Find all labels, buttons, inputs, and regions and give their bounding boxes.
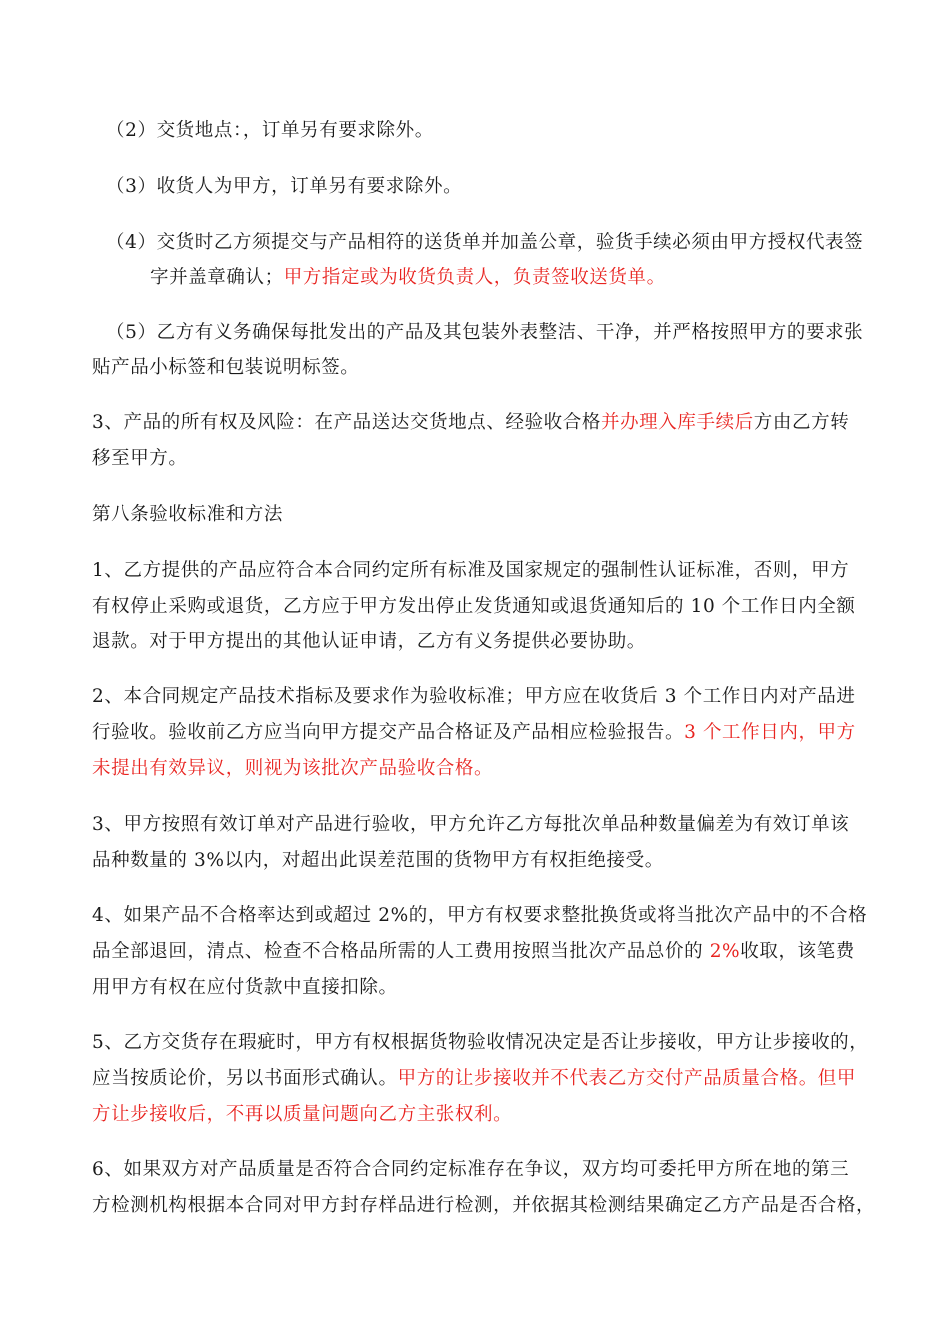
clause-3-line-2: 品种数量的 3%以内，对超出此误差范围的货物甲方有权拒绝接受。: [92, 850, 664, 871]
clause-1-line-3: 退款。对于甲方提出的其他认证申请，乙方有义务提供必要协助。: [92, 631, 646, 652]
clause-2-line-3: 未提出有效异议，则视为该批次产品验收合格。: [92, 758, 494, 779]
clause-3-line-1: 3、甲方按照有效订单对产品进行验收，甲方允许乙方每批次单品种数量偏差为有效订单该: [92, 814, 850, 835]
clause-4-line-1: 4、如果产品不合格率达到或超过 2%的，甲方有权要求整批换货或将当批次产品中的不合格: [92, 905, 868, 926]
clause-1-line-1: 1、乙方提供的产品应符合本合同约定所有标准及国家规定的强制性认证标准，否则，甲方: [92, 560, 850, 581]
item-4-line-2: [150, 265, 666, 291]
item-4-red-text: 甲方指定或为收货负责人，负责签收送货单。: [283, 267, 666, 288]
clause-5-line-2: [92, 1066, 856, 1092]
ownership-line-1: [92, 410, 849, 436]
clause-2-line-1: 2、本合同规定产品技术指标及要求作为验收标准；甲方应在收货后 3 个工作日内对产品进: [92, 686, 856, 707]
clause-5-text: 应当按质论价，另以书面形式确认。: [92, 1068, 398, 1089]
clause-4-red-text: 2%: [709, 941, 741, 962]
clause-5-line-1: 5、乙方交货存在瑕疵时，甲方有权根据货物验收情况决定是否让步接收，甲方让步接收的，: [92, 1032, 869, 1053]
item-4-line-1: （4）交货时乙方须提交与产品相符的送货单并加盖公章，验货手续必须由甲方授权代表签: [106, 232, 864, 253]
clause-4-line-2: [92, 939, 855, 965]
item-4-text: 字并盖章确认；: [150, 267, 284, 288]
clause-2-red-text: 3 个工作日内，甲方: [684, 722, 856, 743]
section-heading: 第八条验收标准和方法: [92, 504, 284, 525]
clause-4-text: 品全部退回，清点、检查不合格品所需的人工费用按照当批次产品总价的: [92, 941, 710, 962]
item-3-line: （3）收货人为甲方，订单另有要求除外。: [106, 176, 463, 197]
item-5-line-2: 贴产品小标签和包装说明标签。: [92, 357, 360, 378]
ownership-line-2: 移至甲方。: [92, 448, 188, 469]
clause-1-line-2: 有权停止采购或退货，乙方应于甲方发出停止发货通知或退货通知后的 10 个工作日内全额: [92, 596, 856, 617]
clause-5-line-3: 方让步接收后，不再以质量问题向乙方主张权利。: [92, 1104, 513, 1125]
clause-4-text-end: 收取，该笔费: [740, 941, 855, 962]
ownership-text-end: 方由乙方转: [753, 412, 850, 433]
clause-6-line-2: 方检测机构根据本合同对甲方封存样品进行检测，并依据其检测结果确定乙方产品是否合格，: [92, 1195, 876, 1216]
ownership-red-text: 并办理入库手续后: [600, 412, 754, 433]
ownership-text: 3、产品的所有权及风险：在产品送达交货地点、经验收合格: [92, 412, 601, 433]
item-2-line: （2）交货地点：，订单另有要求除外。: [106, 120, 434, 141]
clause-6-line-1: 6、如果双方对产品质量是否符合合同约定标准存在争议，双方均可委托甲方所在地的第三: [92, 1159, 850, 1180]
clause-2-text: 行验收。验收前乙方应当向甲方提交产品合格证及产品相应检验报告。: [92, 722, 685, 743]
clause-4-line-3: 用甲方有权在应付货款中直接扣除。: [92, 977, 398, 998]
item-5-line-1: （5）乙方有义务确保每批发出的产品及其包装外表整洁、干净，并严格按照甲方的要求张: [106, 322, 864, 343]
clause-2-line-2: [92, 720, 856, 746]
clause-5-red-text: 甲方的让步接收并不代表乙方交付产品质量合格。但甲: [397, 1068, 857, 1089]
